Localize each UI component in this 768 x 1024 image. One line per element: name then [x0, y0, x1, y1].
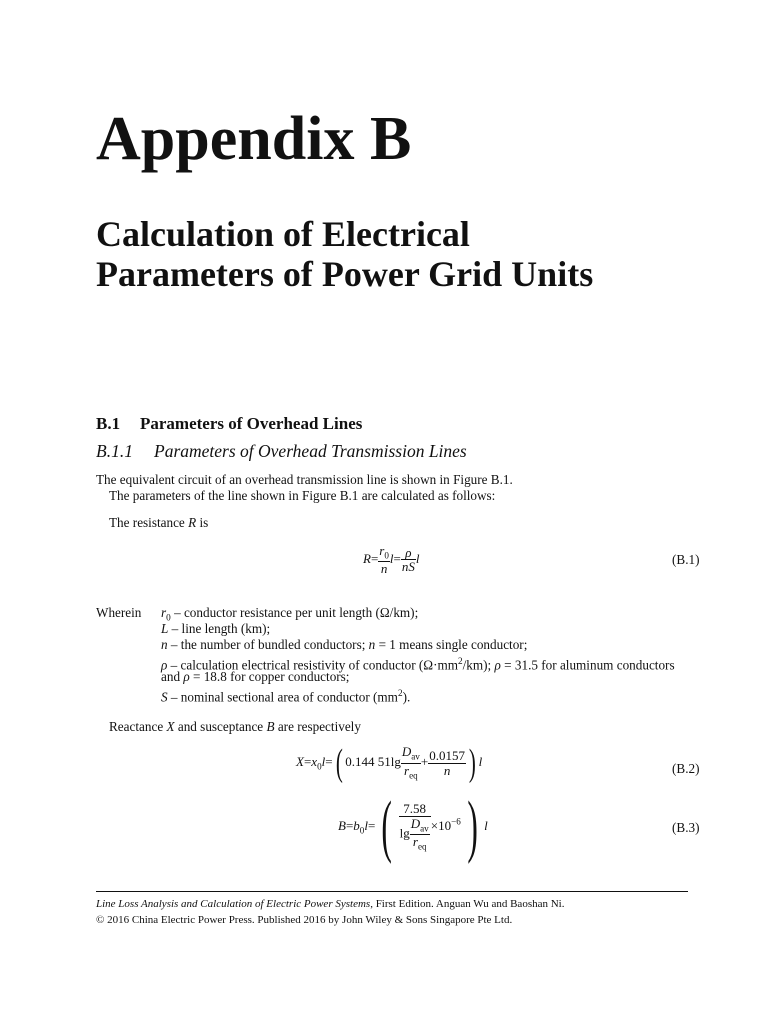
equation-b1-label: (B.1) — [672, 552, 700, 567]
wherein-label: Wherein — [96, 605, 142, 620]
subsection-heading — [96, 441, 467, 462]
subsection-number: B.1.1 — [96, 441, 133, 461]
wherein-list — [161, 605, 675, 705]
equation-b3: $B=b_0l=$( 7.58 lg $\frac{D_{av}}{r_{eq}}$ $\times 10^{-6}$) l — [338, 788, 488, 865]
chapter-title: Appendix B — [96, 105, 412, 173]
footer-book-title: Line Loss Analysis and Calculation of Electric Power Systems — [96, 898, 371, 910]
section-number: B.1 — [96, 414, 121, 433]
footer-divider — [96, 891, 688, 892]
paragraph-3: The resistance R is — [109, 515, 209, 530]
footer-citation: Line Loss Analysis and Calculation of Electric Power Systems, First Edition. Anguan Wu and Baoshan Ni. — [96, 898, 565, 910]
paragraph-1: The equivalent circuit of an overhead transmission line is shown in Figure B.1. — [96, 472, 513, 487]
wherein-rho-line2: and ρ = 18.8 for copper conductors; — [161, 669, 350, 684]
footer-copyright: © 2016 China Electric Power Press. Published 2016 by John Wiley & Sons Singapore Pte Ltd. — [96, 914, 513, 926]
chapter-subtitle — [96, 214, 593, 294]
equation-b3-label: (B.3) — [672, 820, 700, 835]
equation-b2-label: (B.2) — [672, 761, 700, 776]
wherein-L: L – line length (km); — [161, 621, 271, 636]
wherein-S: S – nominal sectional area of conductor $(mm^2)$. — [161, 688, 411, 705]
section-title: Parameters of Overhead Lines — [140, 414, 363, 433]
equation-b1: R= $\frac{r_0}{n}$ l= $\frac{\rho}{nS}$ l — [363, 543, 420, 577]
paragraph-4: Reactance X and susceptance B are respectively — [109, 719, 361, 734]
chapter-subtitle-line1: Calculation of Electrical — [96, 214, 470, 254]
chapter-subtitle-line2: Parameters of Power Grid Units — [96, 254, 594, 294]
paragraph-2: The parameters of the line shown in Figure B.1 are calculated as follows: — [109, 488, 496, 503]
wherein-r0: $r_0$ – conductor resistance per unit length (Ω/km); — [161, 605, 419, 623]
equation-b2: $X=x_0l=$( 0.144 51lg $\frac{D_{av}}{r_{eq}}$ + $\frac{0.0157}{n}$ ) l — [296, 742, 483, 784]
wherein-rho: ρ – calculation electrical resistivity of conductor $(\Omega\cdot mm^2/km)$; ρ = 31.5 for aluminum conductors — [161, 656, 675, 673]
wherein-n: n – the number of bundled conductors; n = 1 means single conductor; — [161, 637, 528, 652]
section-heading — [96, 414, 362, 434]
subsection-title: Parameters of Overhead Transmission Lines — [154, 441, 467, 461]
